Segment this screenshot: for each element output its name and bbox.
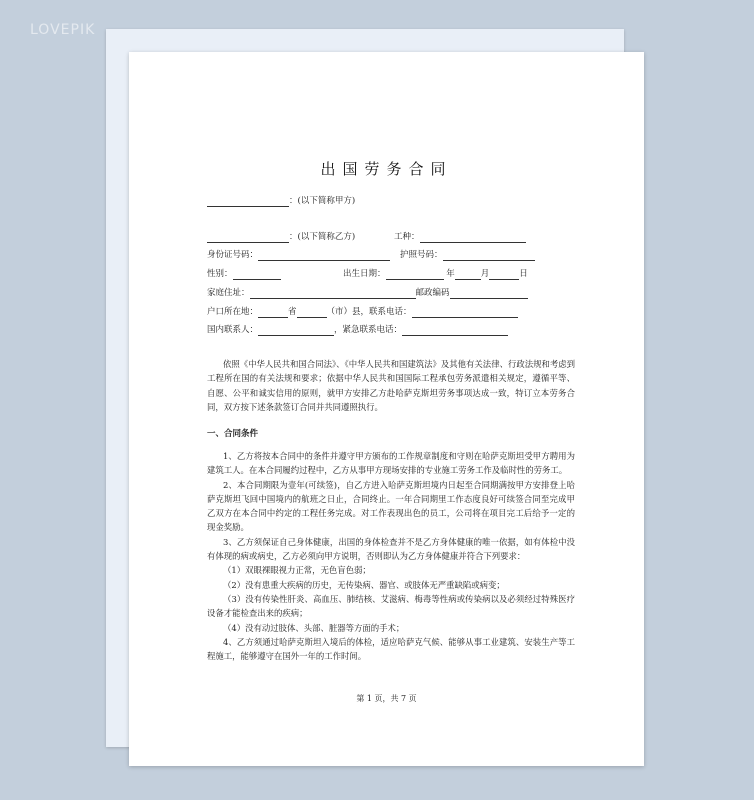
party-a-blank [207,197,289,207]
clause-4: 4、乙方须通过哈萨克斯坦入境后的体检，适应哈萨克气候、能够从事工业建筑、安装生产等工程施工，能够遵守在国外一年的工作时间。 [207,636,575,662]
party-b-suffix: ：(以下简称乙方) [289,232,356,242]
section-heading: 一、合同条件 [207,429,259,439]
address-label: 家庭住址： [207,288,250,298]
id-label: 身份证号码： [207,250,259,260]
watermark: LOVEPIK [30,22,96,38]
clause-3: 3、乙方须保证自己身体健康，出国的身体检查并不是乙方身体健康的唯一依据，如有体检中没有体现的病或病史，乙方必须向甲方说明，否则即认为乙方身体健康并符合下列要求： [207,536,575,562]
clause-1: 1、乙方将按本合同中的条件并遵守甲方颁布的工作规章制度和守则在哈萨克斯坦受甲方聘用为建筑工人。在本合同履约过程中，乙方从事甲方现场安排的专业施工劳务工作及临时性的劳务工。 [207,451,575,476]
birth-month-blank [455,270,481,280]
contact-blank [258,326,334,336]
hukou-label: 户口所在地： [207,307,259,317]
passport-blank [443,251,535,261]
gender-line [207,269,281,280]
address-line [207,288,528,299]
item-2: （2）没有患重大疾病的历史，无传染病、器官、或肢体无严重缺陷或病变； [223,579,505,590]
passport-line [400,250,535,261]
birth-line [343,269,528,280]
phone-blank [412,308,518,318]
province-label: 省 [288,307,297,317]
id-line [207,250,390,261]
city-phone-label: （市）县，联系电话： [326,307,412,317]
birth-label: 出生日期： [343,269,386,279]
emergency-blank [402,326,508,336]
party-b-blank [207,233,289,243]
page-footer: 第 1 页，共 7 页 [356,694,417,703]
postcode-label: 邮政编码 [415,288,450,298]
postcode-blank [450,289,528,299]
intro-paragraph [207,357,575,414]
party-b-line [207,232,355,243]
passport-label: 护照号码： [400,250,443,260]
day-label: 日 [519,269,528,279]
contract-title: 出国劳务合同 [320,160,453,178]
province-blank [258,308,288,318]
gender-label: 性别： [207,269,233,279]
year-label: 年 [446,269,455,279]
job-line [394,232,526,243]
document-page [129,52,644,766]
job-label: 工种： [394,232,420,242]
birth-day-blank [489,270,519,280]
domestic-contact-label: 国内联系人： [207,325,259,335]
party-a-suffix: ：(以下简称甲方) [289,196,356,206]
contact-line [207,325,508,336]
item-1: （1）双眼裸眼视力正常，无色盲色弱； [223,565,371,576]
clause-2: 2、本合同期限为壹年(可续签)，自乙方进入哈萨克斯坦境内日起至合同期满按甲方安排登上哈萨克斯坦飞回中国境内的航班之日止，合同终止。一年合同期里工作态度良好可续签合同至完成甲乙双方在本合同中约定的工程任务完成。对工作表现出色的员工，公司将在项目完工后给予一定的现金奖励。 [207,479,575,533]
city-blank [297,308,327,318]
item-3: （3）没有传染性肝炎、高血压、肺结核、艾滋病、梅毒等性病或传染病以及必须经过特殊医疗设备才能检查出来的疾病； [207,593,575,619]
item-4: （4）没有动过肢体、头部、脏器等方面的手术； [223,622,405,633]
birth-year-blank [386,270,444,280]
address-blank [250,289,416,299]
hukou-line [207,307,518,318]
emergency-label: ，紧急联系电话： [334,325,403,335]
job-blank [420,233,526,243]
id-blank [258,251,390,261]
month-label: 月 [480,269,490,279]
party-a-line [207,196,355,207]
contract-body [207,449,575,663]
gender-blank [233,270,281,280]
intro-text: 依照《中华人民共和国合同法》、《中华人民共和国建筑法》及其他有关法律、行政法规和考虑到工程所在国的有关法规和要求；依据中华人民共和国国际工程承包劳务派遣相关规定，遵循平等、自愿、公平和诚实信用的原则，就甲方安排乙方赴哈萨克斯坦劳务事项达成一致，特订立本劳务合同，双方按下述条款签订合同并共同遵照执行。 [207,359,575,412]
